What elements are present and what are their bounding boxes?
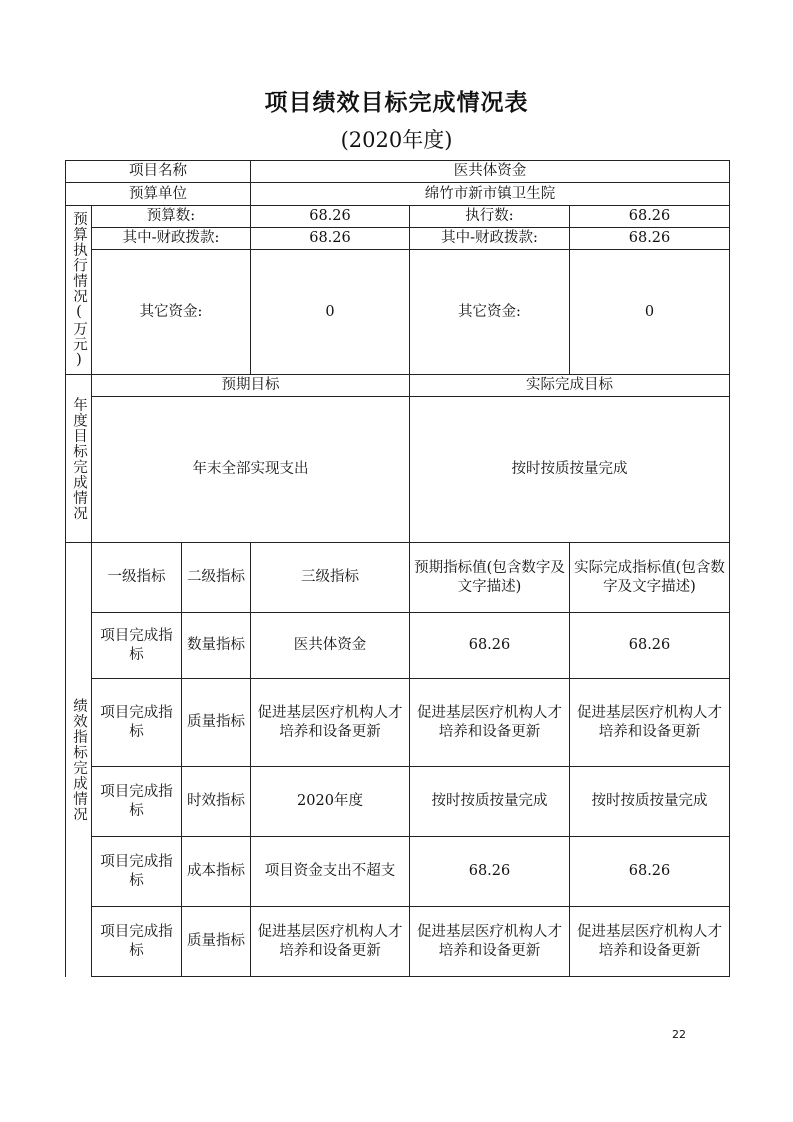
table-row — [66, 161, 730, 183]
table-row — [66, 837, 730, 907]
table-row — [66, 206, 730, 228]
expected-goal-value: 年末全部实现支出 — [92, 397, 410, 543]
table-row — [66, 907, 730, 977]
other-funds-value: 0 — [251, 250, 410, 375]
row3-actual: 按时按质按量完成 — [570, 767, 730, 837]
row5-level3: 促进基层医疗机构人才培养和设备更新 — [251, 907, 410, 977]
expected-goal-header: 预期目标 — [92, 375, 410, 397]
row4-level2: 成本指标 — [182, 837, 251, 907]
exec-amount-label: 执行数: — [410, 206, 570, 228]
table-row — [66, 183, 730, 206]
table-row — [66, 250, 730, 375]
expected-value-header: 预期指标值(包含数字及文字描述) — [410, 543, 570, 613]
fiscal-budget-value: 68.26 — [251, 228, 410, 250]
performance-table — [65, 160, 730, 977]
other-funds-exec-label: 其它资金: — [410, 250, 570, 375]
table-row — [66, 679, 730, 767]
fiscal-exec-label: 其中-财政拨款: — [410, 228, 570, 250]
budget-section-label: 预算执行情况(万元) — [66, 206, 92, 375]
row5-expected: 促进基层医疗机构人才培养和设备更新 — [410, 907, 570, 977]
budget-unit-value: 绵竹市新市镇卫生院 — [251, 183, 730, 206]
table-row — [66, 397, 730, 543]
performance-section-label: 绩效指标完成情况 — [66, 543, 92, 977]
exec-amount-value: 68.26 — [570, 206, 730, 228]
actual-goal-header: 实际完成目标 — [410, 375, 730, 397]
level1-header: 一级指标 — [92, 543, 182, 613]
row5-actual: 促进基层医疗机构人才培养和设备更新 — [570, 907, 730, 977]
row1-level2: 数量指标 — [182, 613, 251, 679]
row2-actual: 促进基层医疗机构人才培养和设备更新 — [570, 679, 730, 767]
table-row — [66, 228, 730, 250]
row4-expected: 68.26 — [410, 837, 570, 907]
row5-level1: 项目完成指标 — [92, 907, 182, 977]
row2-level1: 项目完成指标 — [92, 679, 182, 767]
budget-amount-value: 68.26 — [251, 206, 410, 228]
row5-level2: 质量指标 — [182, 907, 251, 977]
row3-level3: 2020年度 — [251, 767, 410, 837]
project-name-value: 医共体资金 — [251, 161, 730, 183]
table-row — [66, 375, 730, 397]
table-row — [66, 613, 730, 679]
row2-expected: 促进基层医疗机构人才培养和设备更新 — [410, 679, 570, 767]
fiscal-exec-value: 68.26 — [570, 228, 730, 250]
row1-level1: 项目完成指标 — [92, 613, 182, 679]
budget-unit-label: 预算单位 — [66, 183, 251, 206]
row4-actual: 68.26 — [570, 837, 730, 907]
row2-level3: 促进基层医疗机构人才培养和设备更新 — [251, 679, 410, 767]
other-funds-exec-value: 0 — [570, 250, 730, 375]
level2-header: 二级指标 — [182, 543, 251, 613]
project-name-label: 项目名称 — [66, 161, 251, 183]
annual-section-label: 年度目标完成情况 — [66, 375, 92, 543]
row3-expected: 按时按质按量完成 — [410, 767, 570, 837]
other-funds-label: 其它资金: — [92, 250, 251, 375]
row3-level1: 项目完成指标 — [92, 767, 182, 837]
table-row — [66, 543, 730, 613]
page-title: 项目绩效目标完成情况表 — [264, 90, 529, 116]
row1-actual: 68.26 — [570, 613, 730, 679]
row2-level2: 质量指标 — [182, 679, 251, 767]
row3-level2: 时效指标 — [182, 767, 251, 837]
page-number: 22 — [672, 1028, 686, 1041]
row1-expected: 68.26 — [410, 613, 570, 679]
level3-header: 三级指标 — [251, 543, 410, 613]
table-row — [66, 767, 730, 837]
budget-amount-label: 预算数: — [92, 206, 251, 228]
row4-level1: 项目完成指标 — [92, 837, 182, 907]
row4-level3: 项目资金支出不超支 — [251, 837, 410, 907]
fiscal-budget-label: 其中-财政拨款: — [92, 228, 251, 250]
row1-level3: 医共体资金 — [251, 613, 410, 679]
actual-goal-value: 按时按质按量完成 — [410, 397, 730, 543]
page-subtitle: (2020年度) — [340, 128, 453, 152]
actual-value-header: 实际完成指标值(包含数字及文字描述) — [570, 543, 730, 613]
